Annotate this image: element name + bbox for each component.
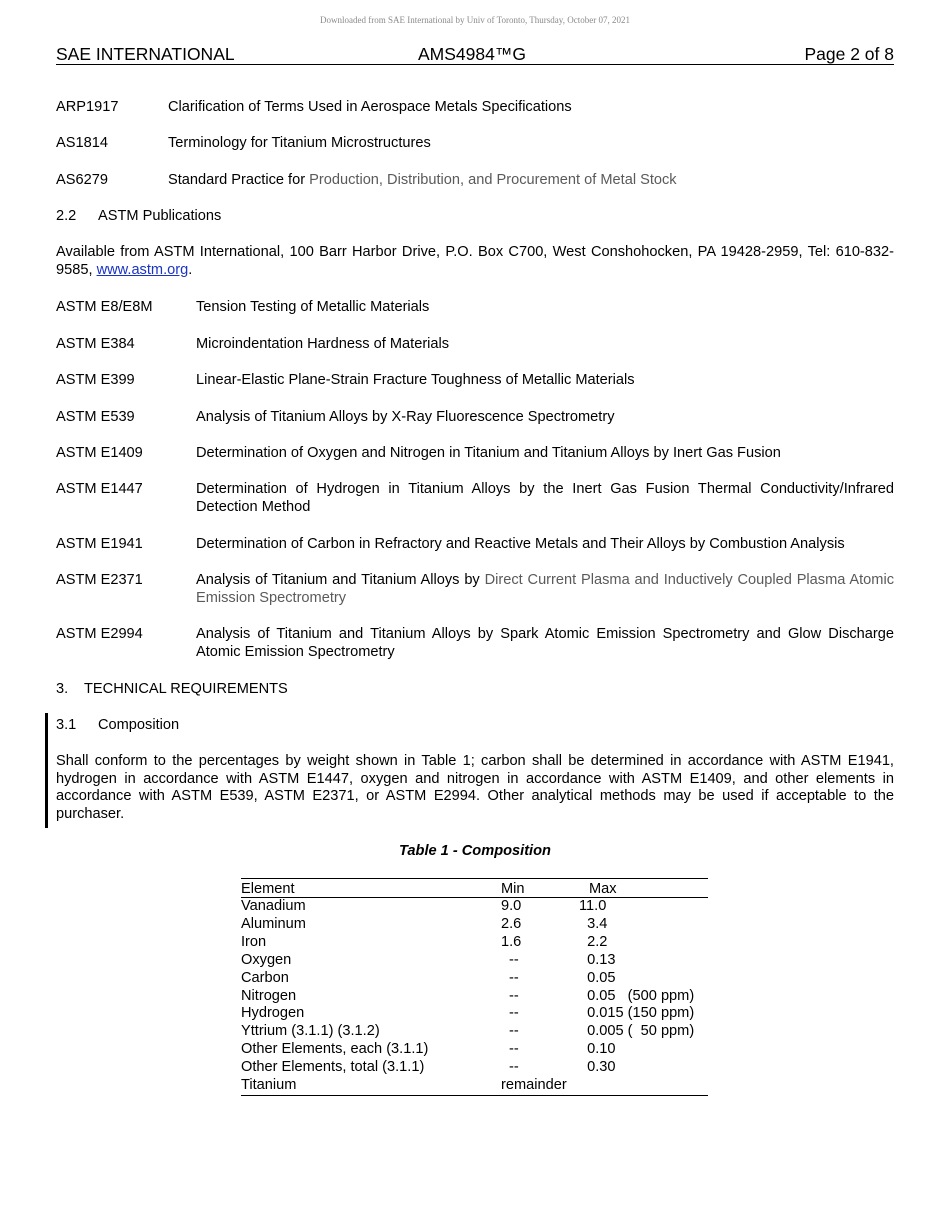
- max-cell: 0.30: [579, 1059, 616, 1076]
- min-cell: --: [509, 951, 519, 968]
- max-cell: 0.015 (150 ppm): [579, 1005, 695, 1022]
- reference-code: ASTM E539: [56, 409, 135, 425]
- reference-code: ASTM E2371: [56, 572, 143, 588]
- max-cell: 11.0: [579, 898, 607, 914]
- table-row: [241, 934, 708, 952]
- min-cell: --: [509, 1059, 519, 1076]
- reference-code: ASTM E399: [56, 372, 135, 388]
- table-row: [241, 916, 708, 934]
- section-title: TECHNICAL REQUIREMENTS: [84, 681, 288, 697]
- subsection-number: 3.1: [56, 717, 77, 733]
- header-doc-number: AMS4984™G: [418, 44, 526, 64]
- table-row: [241, 1059, 708, 1077]
- min-cell: 9.0: [501, 898, 522, 914]
- availability-end: .: [188, 261, 193, 278]
- reference-code: ASTM E384: [56, 336, 135, 352]
- table-row: [241, 1023, 708, 1041]
- max-cell: 0.13: [579, 951, 616, 968]
- table-header-row: [241, 879, 708, 898]
- column-header-max: Max: [579, 879, 708, 898]
- max-cell: [579, 1077, 708, 1095]
- reference-title-revised: Production, Distribution, and Procurement of Metal Stock: [309, 172, 677, 188]
- max-cell: 0.05: [579, 969, 616, 986]
- reference-title: Determination of Oxygen and Nitrogen in Titanium and Titanium Alloys by Inert Gas Fusion: [196, 445, 781, 461]
- max-cell: 2.2: [579, 933, 608, 950]
- reference-title-part: Analysis of Titanium and Titanium Alloys by: [196, 572, 485, 588]
- element-cell: Vanadium: [241, 898, 306, 914]
- reference-title: Terminology for Titanium Microstructures: [168, 135, 431, 151]
- min-cell: 1.6: [501, 933, 522, 950]
- reference-code: ASTM E1409: [56, 445, 143, 461]
- reference-code: ASTM E8/E8M: [56, 299, 153, 315]
- min-cell: remainder: [501, 1077, 567, 1094]
- max-cell: 3.4: [579, 915, 608, 932]
- reference-title: [196, 571, 894, 607]
- download-watermark: Downloaded from SAE International by Univ of Toronto, Thursday, October 07, 2021: [320, 15, 630, 25]
- max-cell: 0.005 ( 50 ppm): [579, 1023, 695, 1040]
- reference-code: ASTM E1447: [56, 481, 143, 497]
- element-cell: Yttrium (3.1.1) (3.1.2): [241, 1023, 380, 1040]
- table-row: [241, 952, 708, 970]
- astm-website-link[interactable]: www.astm.org: [96, 261, 189, 278]
- reference-title: [168, 171, 677, 189]
- reference-title: Analysis of Titanium Alloys by X-Ray Fluorescence Spectrometry: [196, 409, 615, 425]
- min-cell: 2.6: [501, 915, 522, 932]
- min-cell: --: [509, 1023, 519, 1040]
- reference-title-part: Standard Practice for: [168, 172, 310, 188]
- min-cell: --: [509, 1041, 519, 1058]
- table-row: [241, 1005, 708, 1023]
- composition-table: [241, 878, 708, 1096]
- min-cell: --: [509, 969, 519, 986]
- element-cell: Hydrogen: [241, 1005, 305, 1022]
- element-cell: Aluminum: [241, 915, 306, 932]
- header-page-number: Page 2 of 8: [804, 44, 894, 64]
- element-cell: Other Elements, total (3.1.1): [241, 1059, 425, 1076]
- section-number: 3.: [56, 681, 69, 697]
- revision-change-bar: [45, 713, 48, 828]
- column-header-element: Element: [241, 879, 501, 898]
- min-cell: --: [509, 1005, 519, 1022]
- reference-title: Determination of Carbon in Refractory and Reactive Metals and Their Alloys by Combustion Analysis: [196, 536, 845, 552]
- reference-code: ASTM E2994: [56, 626, 143, 642]
- table-row: [241, 970, 708, 988]
- reference-code: AS1814: [56, 135, 108, 151]
- reference-title: Linear-Elastic Plane-Strain Fracture Toughness of Metallic Materials: [196, 372, 635, 388]
- min-cell: --: [509, 987, 519, 1004]
- max-cell: 0.05 (500 ppm): [579, 987, 695, 1004]
- reference-title-revised: Direct Current Plasma and Inductively Coupled Plasma Atomic Emission Spectrometry: [196, 572, 894, 606]
- reference-code: ARP1917: [56, 99, 119, 115]
- astm-availability: [56, 244, 894, 279]
- element-cell: Nitrogen: [241, 987, 297, 1004]
- page-header: [56, 44, 894, 65]
- availability-text: Available from ASTM International, 100 Barr Harbor Drive, P.O. Box C700, West Conshohocken, PA 19428-2959, Tel: 610-832-9585,: [56, 244, 894, 278]
- element-cell: Titanium: [241, 1077, 297, 1094]
- composition-paragraph: Shall conform to the percentages by weight shown in Table 1; carbon shall be determined in accordance with ASTM E1941, hydrogen in accordance with ASTM E1447, oxygen and nitrogen in accordance with ASTM E1409, and other elements in accordance with ASTM E539, ASTM E2371, or ASTM E2994. Other analytical methods may be used if acceptable to the purchaser.: [56, 753, 894, 822]
- table-caption: Table 1 - Composition: [399, 843, 551, 859]
- element-cell: Iron: [241, 933, 267, 950]
- column-header-min: Min: [501, 879, 579, 898]
- reference-code: ASTM E1941: [56, 536, 143, 552]
- reference-title: Microindentation Hardness of Materials: [196, 336, 450, 352]
- reference-title: Analysis of Titanium and Titanium Alloys by Spark Atomic Emission Spectrometry and Glow Discharge Atomic Emission Spectrometry: [196, 626, 894, 660]
- subsection-title: Composition: [98, 717, 180, 733]
- reference-code: AS6279: [56, 172, 108, 188]
- max-cell: 0.10: [579, 1041, 616, 1058]
- section-number: 2.2: [56, 208, 77, 224]
- reference-title: Tension Testing of Metallic Materials: [196, 299, 430, 315]
- element-cell: Carbon: [241, 969, 289, 986]
- element-cell: Oxygen: [241, 951, 292, 968]
- table-row: [241, 1077, 708, 1095]
- table-row: [241, 898, 708, 916]
- header-org: SAE INTERNATIONAL: [56, 44, 235, 64]
- table-row: [241, 988, 708, 1006]
- section-title: ASTM Publications: [98, 208, 222, 224]
- reference-title: Clarification of Terms Used in Aerospace Metals Specifications: [168, 99, 572, 115]
- table-row: [241, 1041, 708, 1059]
- reference-title: Determination of Hydrogen in Titanium Alloys by the Inert Gas Fusion Thermal Conductivity/Infrared Detection Method: [196, 481, 894, 515]
- element-cell: Other Elements, each (3.1.1): [241, 1041, 429, 1058]
